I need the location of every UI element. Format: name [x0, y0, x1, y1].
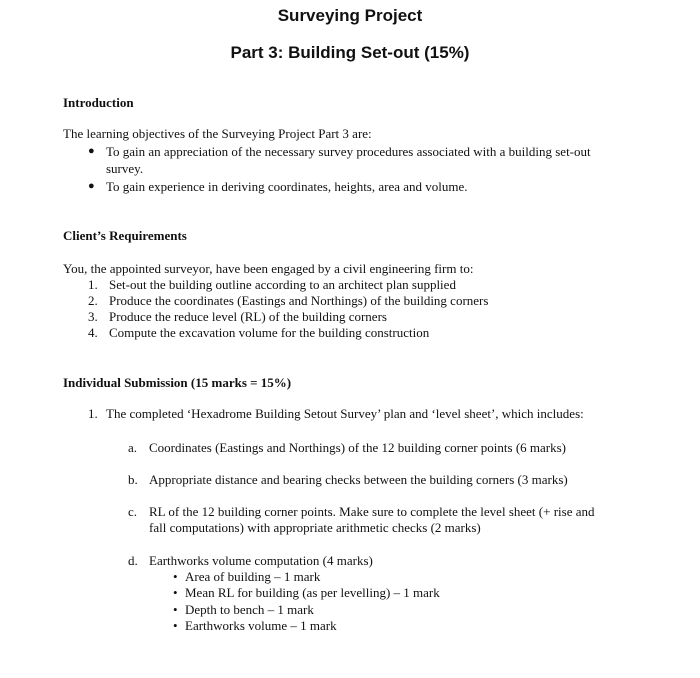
page-title: Surveying Project [277, 6, 423, 25]
requirement-item: Produce the coordinates (Eastings and Northings) of the building corners [109, 293, 489, 308]
introduction-heading: Introduction [63, 95, 134, 110]
requirements-heading: Client’s Requirements [63, 228, 187, 243]
introduction-bullet-2: To gain experience in deriving coordinates, heights, area and volume. [106, 179, 468, 194]
subitem-letter: a. [128, 440, 138, 455]
requirement-number: 3. [88, 309, 98, 324]
requirement-number: 2. [88, 293, 98, 308]
earthworks-bullet: Mean RL for building (as per levelling) – 1 mark [185, 585, 440, 600]
bullet-icon: • [173, 585, 178, 600]
subitem-text: RL of the 12 building corner points. Make sure to complete the level sheet (+ rise and [149, 504, 595, 519]
submission-heading: Individual Submission (15 marks = 15%) [63, 375, 292, 390]
requirement-item: Set-out the building outline according to an architect plan supplied [109, 277, 456, 292]
bullet-icon: ● [88, 145, 95, 157]
subitem-text-continued: fall computations) with appropriate arithmetic checks (2 marks) [149, 520, 481, 535]
requirement-item: Produce the reduce level (RL) of the building corners [109, 309, 387, 324]
bullet-icon: • [173, 602, 178, 617]
subitem-text: Coordinates (Eastings and Northings) of the 12 building corner points (6 marks) [149, 440, 567, 455]
page-subtitle: Part 3: Building Set-out (15%) [230, 43, 470, 62]
introduction-lead: The learning objectives of the Surveying Project Part 3 are: [63, 126, 372, 141]
introduction-bullet-1: To gain an appreciation of the necessary survey procedures associated with a building set-out [106, 144, 591, 159]
subitem-text: Earthworks volume computation (4 marks) [149, 553, 373, 568]
submission-item-number: 1. [88, 406, 98, 421]
subitem-letter: c. [128, 504, 138, 519]
requirement-number: 4. [88, 325, 98, 340]
bullet-icon: • [173, 618, 178, 633]
requirement-number: 1. [88, 277, 98, 292]
bullet-icon: • [173, 569, 178, 584]
subitem-letter: b. [128, 472, 138, 487]
bullet-icon: ● [88, 180, 95, 192]
earthworks-bullet: Earthworks volume – 1 mark [185, 618, 337, 633]
subitem-letter: d. [128, 553, 138, 568]
submission-item: The completed ‘Hexadrome Building Setout Survey’ plan and ‘level sheet’, which includes: [106, 406, 584, 421]
subitem-text: Appropriate distance and bearing checks between the building corners (3 marks) [149, 472, 568, 487]
earthworks-bullet: Depth to bench – 1 mark [185, 602, 314, 617]
requirement-item: Compute the excavation volume for the building construction [109, 325, 430, 340]
introduction-bullet-1-continued: survey. [106, 161, 144, 176]
requirements-lead: You, the appointed surveyor, have been engaged by a civil engineering firm to: [63, 261, 474, 276]
earthworks-bullet: Area of building – 1 mark [185, 569, 321, 584]
